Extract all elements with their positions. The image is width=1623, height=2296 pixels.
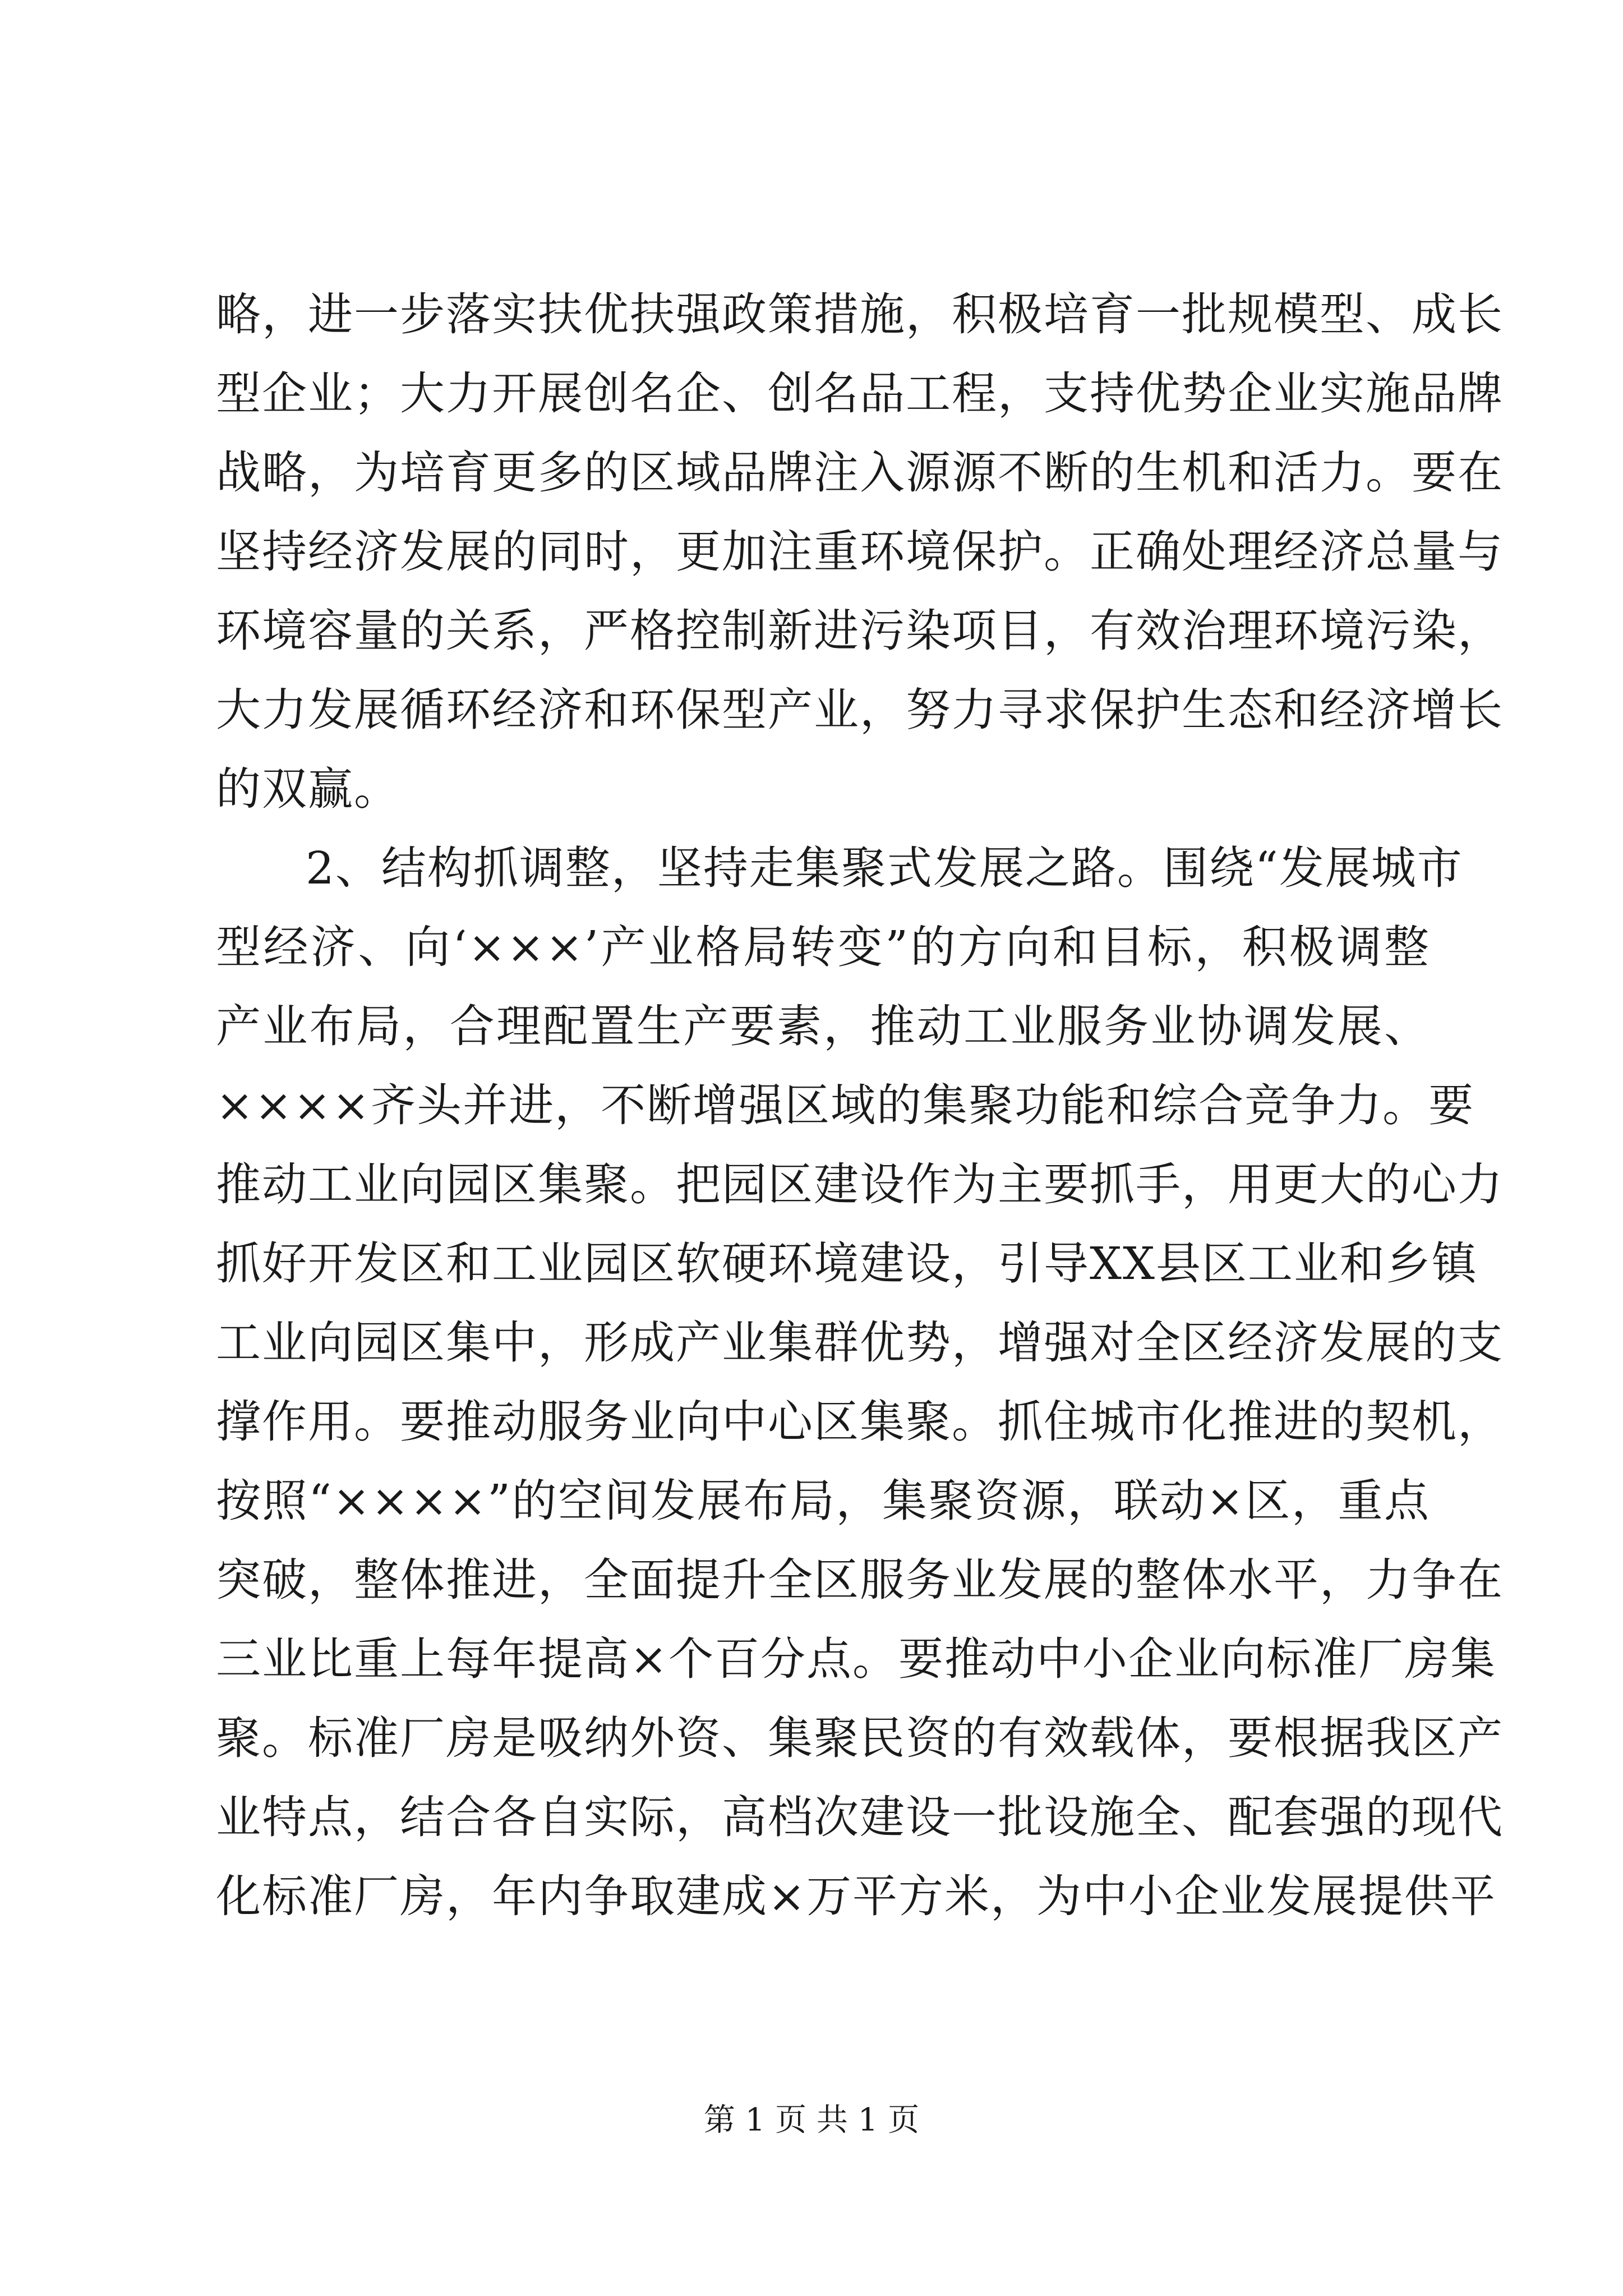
- text-line: 型企业；大力开展创名企、创名品工程，支持优势企业实施品牌: [216, 367, 1504, 420]
- text-line: 型经济、向‘×××’产业格局转变”的方向和目标，积极调整: [216, 921, 1430, 973]
- text-line: 2、结构抓调整，坚持走集聚式发展之路。围绕“发展城市: [306, 842, 1463, 894]
- text-line: ××××齐头并进，不断增强区域的集聚功能和综合竞争力。要: [216, 1079, 1475, 1131]
- text-line: 环境容量的关系，严格控制新进污染项目，有效治理环境污染，: [216, 605, 1504, 657]
- page-number-label: 第 1 页 共 1 页: [703, 2102, 920, 2138]
- text-line: 抓好开发区和工业园区软硬环境建设，引导XX县区工业和乡镇: [216, 1237, 1478, 1290]
- text-line: 战略，为培育更多的区域品牌注入源源不断的生机和活力。要在: [216, 447, 1504, 499]
- text-line: 大力发展循环经济和环保型产业，努力寻求保护生态和经济增长: [216, 684, 1504, 736]
- text-line: 推动工业向园区集聚。把园区建设作为主要抓手，用更大的心力: [216, 1158, 1504, 1211]
- text-line: 突破，整体推进，全面提升全区服务业发展的整体水平，力争在: [216, 1554, 1504, 1606]
- text-line: 撑作用。要推动服务业向中心区集聚。抓住城市化推进的契机，: [216, 1396, 1504, 1448]
- text-line: 工业向园区集中，形成产业集群优势，增强对全区经济发展的支: [216, 1317, 1504, 1369]
- page-footer: [0, 2101, 1623, 2140]
- text-line: 略，进一步落实扶优扶强政策措施，积极培育一批规模型、成长: [216, 288, 1504, 341]
- text-line: 坚持经济发展的同时，更加注重环境保护。正确处理经济总量与: [216, 526, 1504, 578]
- text-line: 的双赢。: [216, 763, 400, 815]
- paragraph-1: [216, 275, 1504, 829]
- text-line: 三业比重上每年提高×个百分点。要推动中小企业向标准厂房集: [216, 1633, 1497, 1685]
- text-line: 产业布局，合理配置生产要素，推动工业服务业协调发展、: [216, 1000, 1430, 1052]
- paragraph-2: [216, 829, 1504, 1936]
- text-line: 聚。标准厂房是吸纳外资、集聚民资的有效载体，要根据我区产: [216, 1712, 1504, 1764]
- text-line: 按照“××××”的空间发展布局，集聚资源，联动×区，重点: [216, 1475, 1430, 1527]
- text-line: 化标准厂房，年内争取建成×万平方米，为中小企业发展提供平: [216, 1870, 1497, 1922]
- document-body: [216, 275, 1504, 1936]
- text-line: 业特点，结合各自实际，高档次建设一批设施全、配套强的现代: [216, 1791, 1504, 1843]
